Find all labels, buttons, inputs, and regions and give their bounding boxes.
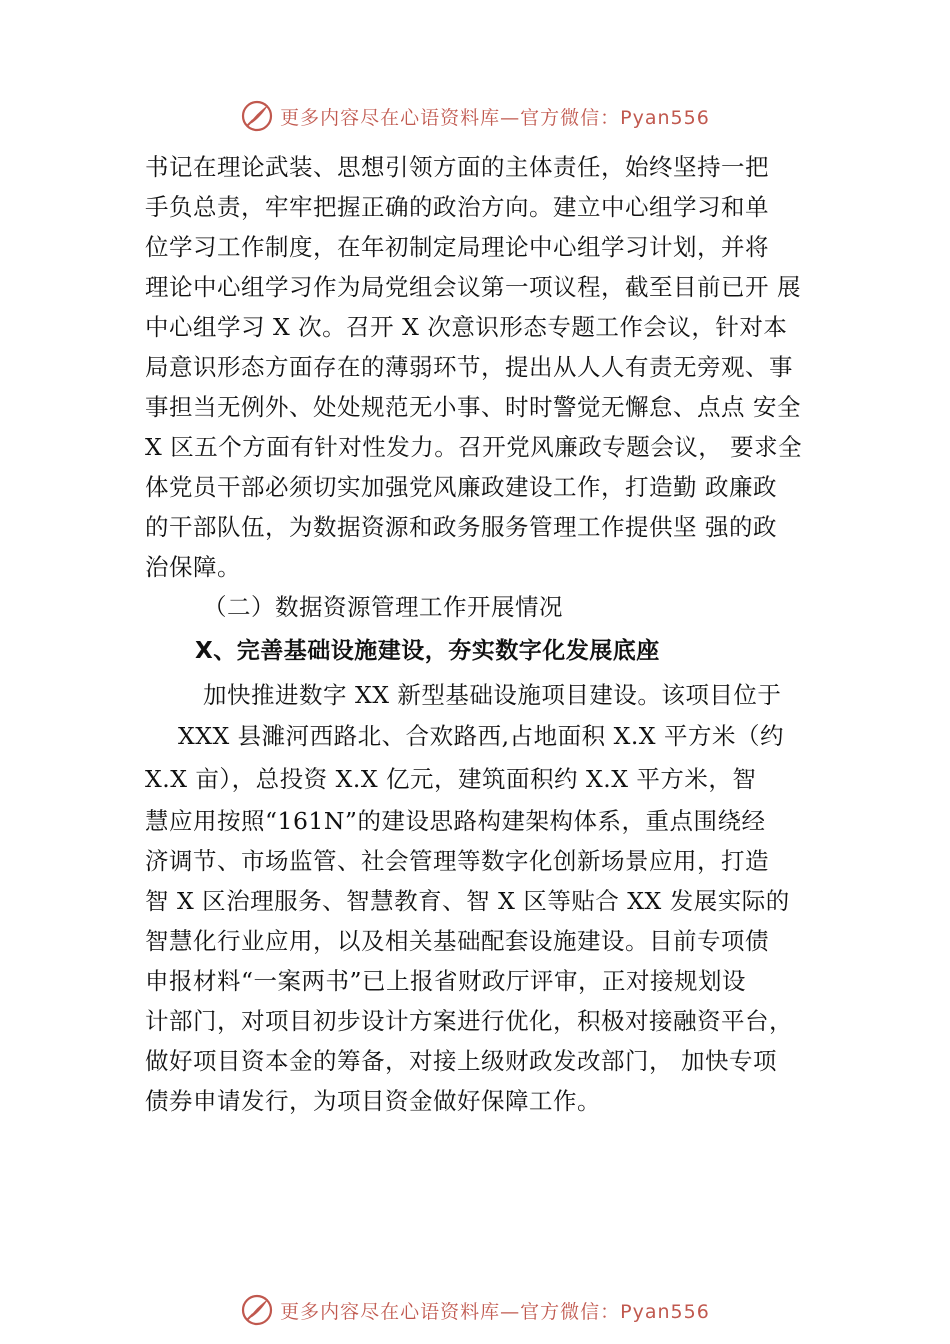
text-line: 智 X 区治理服务、智慧教育、智 X 区等贴合 XX 发展实际的: [145, 887, 790, 915]
text-line: 计部门，对项目初步设计方案进行优化，积极对接融资平台，: [145, 1007, 793, 1035]
paragraph-first-line: 加快推进数字 XX 新型基础设施项目建设。该项目位于: [203, 681, 782, 709]
watermark-text: 更多内容尽在心语资料库—官方微信：: [280, 1300, 621, 1323]
watermark-text: 更多内容尽在心语资料库—官方微信：: [280, 106, 621, 129]
text-line: 事担当无例外、处处规范无小事、时时警觉无懈怠、点点 安全: [145, 393, 801, 421]
text-line: 体党员干部必须切实加强党风廉政建设工作，打造勤 政廉政: [145, 473, 777, 501]
header-watermark: [0, 96, 950, 136]
section-title: （二）数据资源管理工作开展情况: [203, 593, 563, 621]
text-line: 书记在理论武装、思想引领方面的主体责任，始终坚持一把: [145, 153, 769, 181]
text-line: X 区五个方面有针对性发力。召开党风廉政专题会议， 要求全: [145, 433, 803, 461]
text-line: 手负总责，牢牢把握正确的政治方向。建立中心组学习和单: [145, 193, 769, 221]
text-line: 债券申请发行，为项目资金做好保障工作。: [145, 1087, 601, 1115]
text-line: 位学习工作制度，在年初制定局理论中心组学习计划，并将: [145, 233, 769, 261]
quill-seal-icon: [240, 99, 274, 133]
document-body: [145, 147, 835, 1121]
text-line: 理论中心组学习作为局党组会议第一项议程，截至目前已开 展: [145, 273, 801, 301]
text-line: 中心组学习 X 次。召开 X 次意识形态专题工作会议，针对本: [145, 313, 788, 341]
text-line: 智慧化行业应用，以及相关基础配套设施建设。目前专项债: [145, 927, 769, 955]
text-line: 慧应用按照“161N”的建设思路构建架构体系，重点围绕经: [145, 807, 766, 835]
wechat-id: Pyan556: [620, 1300, 710, 1323]
quill-seal-icon: [240, 1293, 274, 1327]
text-line: 济调节、市场监管、社会管理等数字化创新场景应用，打造: [145, 847, 769, 875]
paragraph-second-line: XXX 县濉河西路北、合欢路西,占地面积 X.X 平方米（约: [178, 722, 784, 750]
text-line: 的干部队伍，为数据资源和政务服务管理工作提供坚 强的政: [145, 513, 777, 541]
text-line: 治保障。: [145, 553, 241, 581]
text-line: 申报材料“一案两书”已上报省财政厅评审，正对接规划设: [145, 967, 747, 995]
text-line: 局意识形态方面存在的薄弱环节，提出从人人有责无旁观、事: [145, 353, 793, 381]
wechat-id: Pyan556: [620, 106, 710, 129]
text-line: X.X 亩），总投资 X.X 亿元，建筑面积约 X.X 平方米，智: [145, 765, 757, 793]
subheading: X、完善基础设施建设，夯实数字化发展底座: [195, 638, 660, 664]
text-line: 做好项目资本金的筹备，对接上级财政发改部门， 加快专项: [145, 1047, 777, 1075]
footer-watermark: [0, 1290, 950, 1330]
